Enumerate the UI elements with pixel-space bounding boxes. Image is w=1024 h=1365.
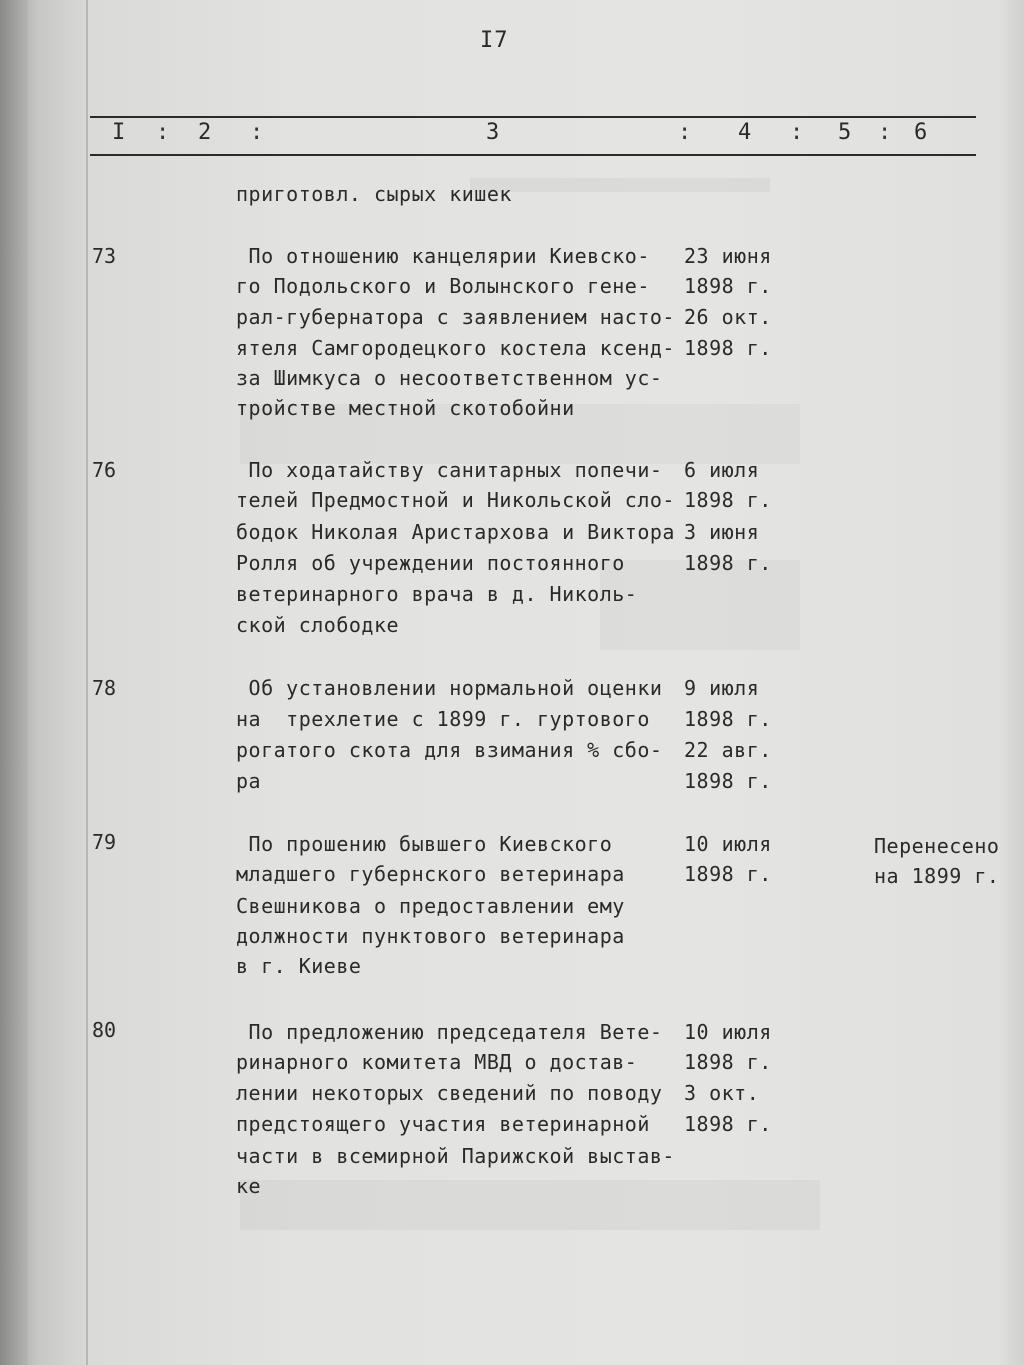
entry-text-line: лении некоторых сведений по поводу <box>236 1081 663 1105</box>
entry-date: 10 июля <box>684 1020 772 1044</box>
entry-date: 1898 г. <box>684 274 772 298</box>
entry-date: 3 окт. <box>684 1081 760 1105</box>
column-header-6: 6 <box>914 120 928 145</box>
column-separator: : <box>878 120 892 145</box>
entry-text-line: младшего губернского ветеринара <box>236 862 625 886</box>
entry-text-line: рал-губернатора с заявлением насто- <box>236 305 675 329</box>
entry-text-line: бодок Николая Аристархова и Виктора <box>236 520 675 544</box>
entry-number: 78 <box>92 676 117 700</box>
entry-date: 1898 г. <box>684 336 772 360</box>
entry-date: 22 авг. <box>684 738 772 762</box>
entry-text-line: рогатого скота для взимания % сбо- <box>236 738 663 762</box>
entry-date: 1898 г. <box>684 769 772 793</box>
column-header-4: 4 <box>738 120 752 145</box>
entry-text-line: ятеля Самгородецкого костела ксенд- <box>236 336 675 360</box>
entry-date: 1898 г. <box>684 707 772 731</box>
entry-number: 73 <box>92 244 117 268</box>
entry-date: 1898 г. <box>684 1112 772 1136</box>
entry-text-line: за Шимкуса о несоответственном ус- <box>236 366 663 390</box>
entry-text-line: должности пунктового ветеринара <box>236 924 625 948</box>
entry-date: 9 июля <box>684 676 760 700</box>
entry-text-line: ке <box>236 1174 262 1198</box>
column-header-3: 3 <box>486 120 500 145</box>
header-rule-top <box>90 116 976 118</box>
entry-date: 1898 г. <box>684 1050 772 1074</box>
column-separator: : <box>250 120 264 145</box>
continuation-text: приготовл. сырых кишек <box>236 182 512 206</box>
entry-text-line: По предложению председателя Вете- <box>236 1020 663 1044</box>
entry-text-line: на трехлетие с 1899 г. гуртового <box>236 707 650 731</box>
page-fold <box>86 0 88 1365</box>
entry-text-line: Ролля об учреждении постоянного <box>236 551 625 575</box>
entry-text-line: Об установлении нормальной оценки <box>236 676 663 700</box>
entry-text-line: ринарного комитета МВД о достав- <box>236 1050 638 1074</box>
entry-text-line: тройстве местной скотобойни <box>236 396 575 420</box>
entry-date: 1898 г. <box>684 862 772 886</box>
entry-number: 80 <box>92 1018 117 1042</box>
column-separator: : <box>156 120 170 145</box>
entry-text-line: По прошению бывшего Киевского <box>236 832 613 856</box>
entry-text-line: ветеринарного врача в д. Николь- <box>236 582 638 606</box>
page-number: I7 <box>480 28 509 53</box>
entry-text-line: части в всемирной Парижской выстав- <box>236 1144 675 1168</box>
entry-text-line: Свешникова о предоставлении ему <box>236 894 625 918</box>
entry-text-line: По ходатайству санитарных попечи- <box>236 458 663 482</box>
entry-text-line: По отношению канцелярии Киевско- <box>236 244 650 268</box>
entry-note: Перенесено <box>874 834 1000 858</box>
entry-date: 10 июля <box>684 832 772 856</box>
column-header-1: I <box>112 120 126 145</box>
entry-number: 76 <box>92 458 117 482</box>
column-separator: : <box>790 120 804 145</box>
column-header-2: 2 <box>198 120 212 145</box>
entry-date: 1898 г. <box>684 551 772 575</box>
bleed-through <box>240 1180 820 1230</box>
entry-text-line: го Подольского и Волынского гене- <box>236 274 650 298</box>
column-header-5: 5 <box>838 120 852 145</box>
entry-number: 79 <box>92 830 117 854</box>
entry-text-line: телей Предмостной и Никольской сло- <box>236 488 675 512</box>
header-rule-bottom <box>90 154 976 156</box>
entry-note: на 1899 г. <box>874 864 1000 888</box>
entry-text-line: ра <box>236 769 262 793</box>
column-separator: : <box>678 120 692 145</box>
entry-text-line: в г. Киеве <box>236 954 362 978</box>
entry-date: 23 июня <box>684 244 772 268</box>
entry-date: 6 июля <box>684 458 760 482</box>
bleed-through <box>470 178 770 192</box>
entry-date: 26 окт. <box>684 305 772 329</box>
binding-edge <box>0 0 28 1365</box>
entry-text-line: предстоящего участия ветеринарной <box>236 1112 650 1136</box>
entry-text-line: ской слободке <box>236 613 400 637</box>
entry-date: 1898 г. <box>684 488 772 512</box>
entry-date: 3 июня <box>684 520 760 544</box>
